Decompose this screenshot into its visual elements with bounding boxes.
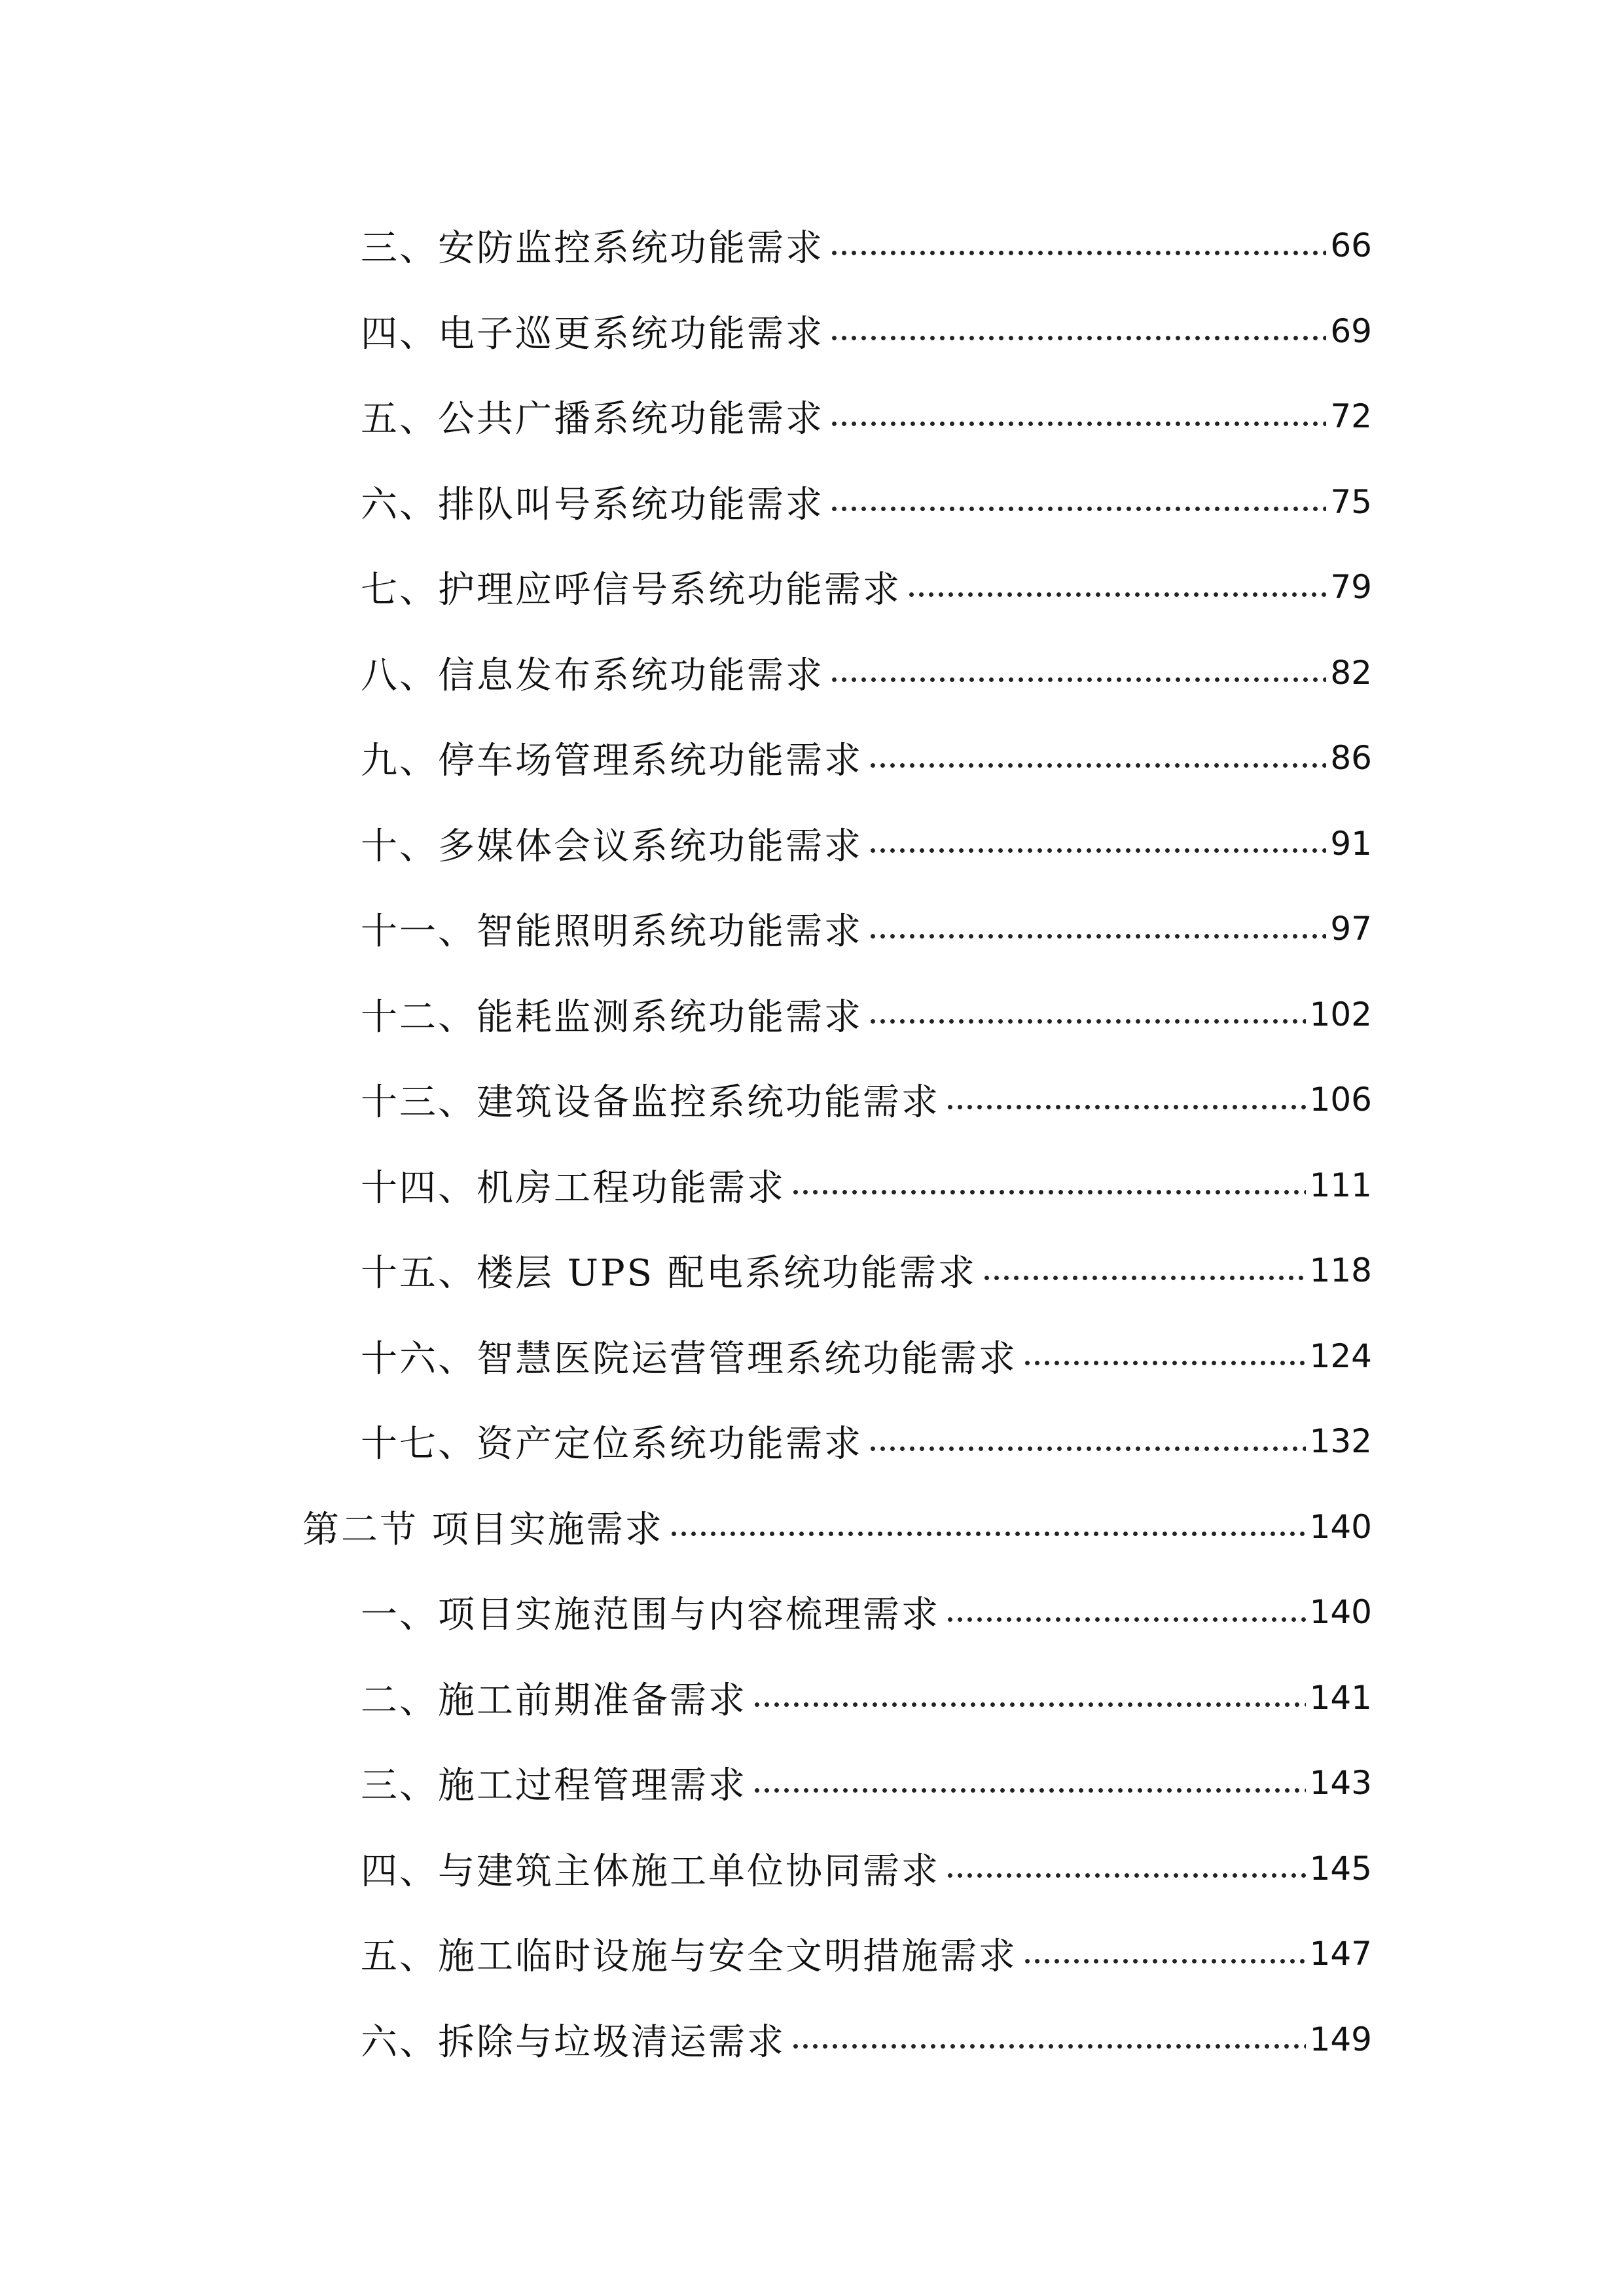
dot-leader (752, 1772, 1306, 1808)
toc-entry[interactable] (361, 1655, 1372, 1741)
dot-leader (669, 1516, 1306, 1552)
toc-entry-title: 十二、能耗监测系统功能需求 (361, 996, 863, 1039)
toc-entry-page: 66 (1330, 226, 1372, 265)
dot-leader (868, 1430, 1306, 1467)
toc-entry-title: 十七、资产定位系统功能需求 (361, 1423, 863, 1466)
toc-entry-title: 四、电子巡更系统功能需求 (361, 312, 824, 355)
dot-leader (829, 320, 1326, 357)
toc-entry-page: 91 (1330, 824, 1372, 863)
toc-entry-title: 四、与建筑主体施工单位协同需求 (361, 1850, 940, 1893)
dot-leader (945, 1601, 1306, 1638)
toc-entry-page: 106 (1309, 1081, 1372, 1119)
dot-leader (907, 576, 1326, 613)
toc-entry-page: 118 (1309, 1251, 1372, 1290)
toc-entry[interactable] (361, 630, 1372, 716)
toc-entry-page: 140 (1309, 1593, 1372, 1632)
dot-leader (829, 662, 1326, 698)
toc-entry[interactable] (361, 1826, 1372, 1912)
toc-entry[interactable] (361, 1143, 1372, 1229)
toc-entry-page: 132 (1309, 1422, 1372, 1461)
dot-leader (868, 918, 1326, 954)
toc-entry-title: 六、拆除与垃圾清运需求 (361, 2020, 785, 2064)
toc-entry-page: 111 (1309, 1166, 1372, 1204)
toc-entry-title: 七、护理应呼信号系统功能需求 (361, 569, 901, 612)
dot-leader (945, 1088, 1306, 1125)
dot-leader (1022, 1345, 1306, 1382)
dot-leader (868, 833, 1326, 869)
dot-leader (945, 1857, 1306, 1894)
toc-entry-page: 79 (1330, 568, 1372, 607)
toc-entry[interactable] (361, 1570, 1372, 1655)
toc-entry[interactable] (361, 1740, 1372, 1826)
toc-entry-page: 97 (1330, 910, 1372, 948)
dot-leader (868, 1003, 1306, 1040)
toc-entry[interactable] (361, 801, 1372, 887)
toc-entry-title: 十、多媒体会议系统功能需求 (361, 825, 863, 868)
toc-entry[interactable] (361, 972, 1372, 1058)
toc-entry-page: 140 (1309, 1507, 1372, 1546)
toc-entry-title: 三、安防监控系统功能需求 (361, 227, 824, 270)
toc-entry[interactable] (361, 545, 1372, 630)
toc-entry-title: 十四、机房工程功能需求 (361, 1166, 785, 1210)
dot-leader (791, 1174, 1306, 1211)
toc-entry-page: 141 (1309, 1678, 1372, 1717)
toc-entry-title: 六、排队叫号系统功能需求 (361, 483, 824, 526)
dot-leader (1022, 1943, 1306, 1979)
toc-entry-page: 102 (1309, 995, 1372, 1033)
toc-entry-page: 86 (1330, 739, 1372, 778)
toc-entry-title: 二、施工前期准备需求 (361, 1679, 747, 1722)
toc-entry-title: 十六、智慧医院运营管理系统功能需求 (361, 1337, 1017, 1380)
toc-entry-title: 五、施工临时设施与安全文明措施需求 (361, 1935, 1017, 1979)
toc-entry[interactable] (361, 1314, 1372, 1399)
dot-leader (829, 491, 1326, 528)
toc-entry[interactable] (361, 1399, 1372, 1484)
toc-entry-page: 143 (1309, 1764, 1372, 1803)
dot-leader (829, 234, 1326, 271)
dot-leader (868, 747, 1326, 783)
toc-entry-page: 75 (1330, 482, 1372, 521)
toc-entry[interactable] (361, 203, 1372, 289)
toc-entry[interactable] (361, 459, 1372, 545)
dot-leader (982, 1259, 1306, 1296)
toc-entry[interactable] (361, 886, 1372, 972)
table-of-contents (0, 203, 1624, 2082)
toc-entry-title: 一、项目实施范围与内容梳理需求 (361, 1594, 940, 1637)
toc-entry-title: 十五、楼层 UPS 配电系统功能需求 (361, 1252, 977, 1295)
toc-entry-page: 69 (1330, 312, 1372, 350)
toc-entry-page: 82 (1330, 653, 1372, 692)
toc-entry-title: 八、信息发布系统功能需求 (361, 654, 824, 697)
toc-entry[interactable] (361, 715, 1372, 801)
toc-entry-page: 149 (1309, 2020, 1372, 2058)
toc-entry-page: 72 (1330, 397, 1372, 436)
toc-entry-page: 124 (1309, 1336, 1372, 1375)
toc-entry-page: 145 (1309, 1849, 1372, 1888)
toc-entry-title: 十一、智能照明系统功能需求 (361, 910, 863, 954)
toc-section-entry[interactable] (302, 1484, 1372, 1570)
toc-entry-title: 九、停车场管理系统功能需求 (361, 740, 863, 783)
toc-entry-title: 三、施工过程管理需求 (361, 1765, 747, 1808)
dot-leader (791, 2028, 1306, 2065)
toc-entry[interactable] (361, 289, 1372, 374)
toc-entry-title: 第二节 项目实施需求 (302, 1508, 664, 1551)
toc-entry[interactable] (361, 1228, 1372, 1314)
toc-entry-title: 五、公共广播系统功能需求 (361, 398, 824, 441)
toc-entry[interactable] (361, 1911, 1372, 1997)
toc-entry[interactable] (361, 1997, 1372, 2083)
toc-entry[interactable] (361, 374, 1372, 459)
dot-leader (752, 1687, 1306, 1723)
toc-entry[interactable] (361, 1057, 1372, 1143)
dot-leader (829, 405, 1326, 442)
toc-entry-title: 十三、建筑设备监控系统功能需求 (361, 1081, 940, 1124)
toc-entry-page: 147 (1309, 1935, 1372, 1973)
